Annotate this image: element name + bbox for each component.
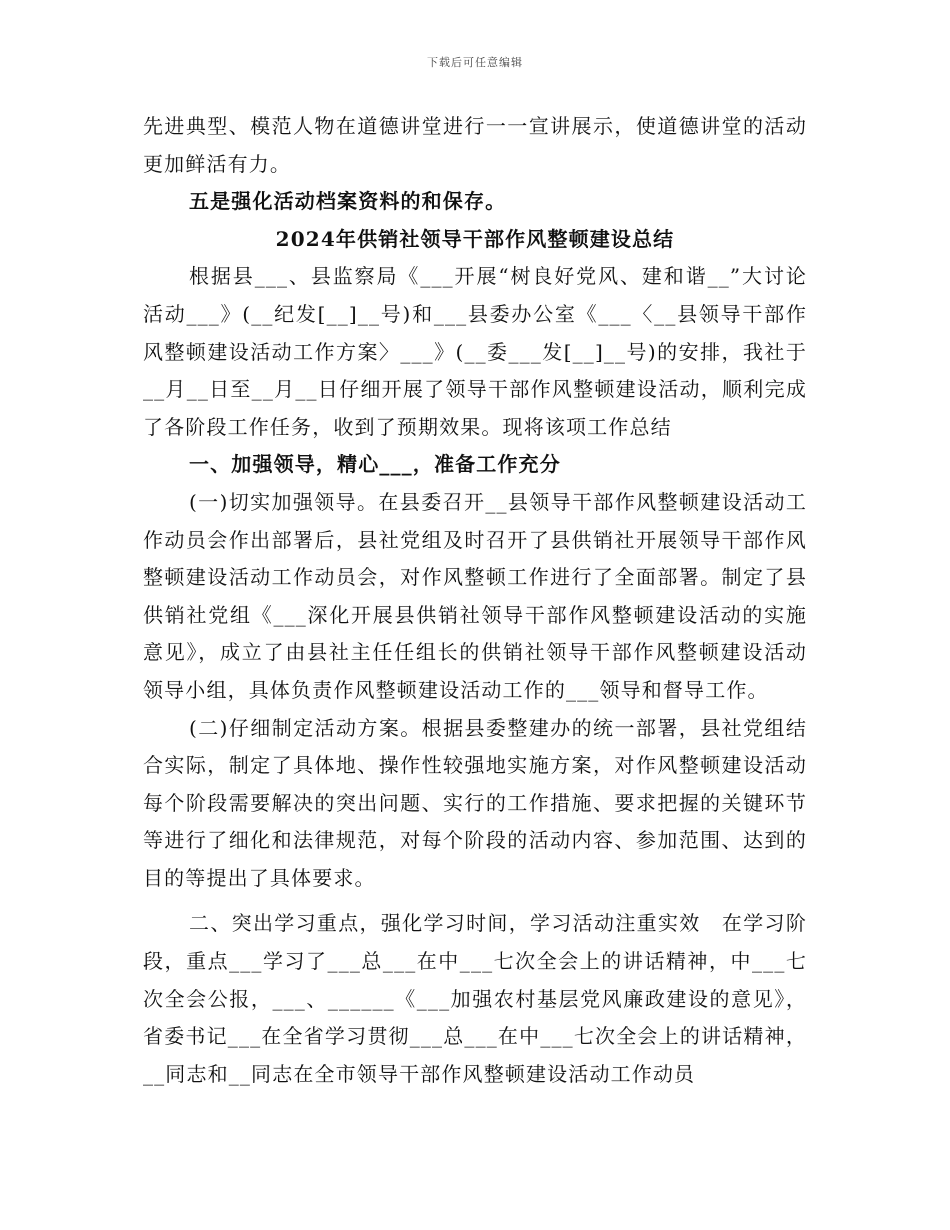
section-heading-one: 一、加强领导，精心___，准备工作充分 (189, 452, 561, 477)
document-title: 2024年供销社领导干部作风整顿建设总结 (275, 226, 675, 251)
paragraph-intro: 根据县___、县监察局《___开展“树良好党风、建和谐__”大讨论活动___》(__纪发[__]__号)和___县委办公室《___〈__县领导干部作风整顿建设活动工作方案〉___》(__委___发[__]__号)的安排，我社于__月__日至__月__日仔细开展了领导干部作风整顿建设活动，顺利完成了各阶段工作任务，收到了预期效果。现将该项工作总结 (143, 264, 807, 439)
paragraph-continuation: 先进典型、模范人物在道德讲堂进行一一宣讲展示，使道德讲堂的活动更加鲜活有力。 (143, 114, 807, 176)
paragraph-section-two: 二、突出学习重点，强化学习时间，学习活动注重实效 在学习阶段，重点___学习了___总___在中___七次全会上的讲话精神，中___七次全会公报，___、______《___加强农村基层党风廉政建设的意见》，省委书记___在全省学习贯彻___总___在中___七次全会上的讲话精神，__同志和__同志在全市领导干部作风整顿建设活动工作动员 (143, 911, 807, 1086)
header-note: 下载后可任意编辑 (427, 56, 523, 69)
paragraph-point-five: 五是强化活动档案资料的和保存。 (189, 189, 507, 214)
paragraph-subsection-one: (一)切实加强领导。在县委召开__县领导干部作风整顿建设活动工作动员会作出部署后，县社党组及时召开了县供销社开展领导干部作风整顿建设活动工作动员会，对作风整顿工作进行了全面部署。制定了县供销社党组《___深化开展县供销社领导干部作风整顿建设活动的实施意见》，成立了由县社主任任组长的供销社领导干部作风整顿建设活动领导小组，具体负责作风整顿建设活动工作的___领导和督导工作。 (143, 489, 807, 702)
document-body (143, 108, 807, 1093)
paragraph-subsection-two: (二)仔细制定活动方案。根据县委整建办的统一部署，县社党组结合实际，制定了具体地、操作性较强地实施方案，对作风整顿建设活动每个阶段需要解决的突出问题、实行的工作措施、要求把握的关键环节等进行了细化和法律规范，对每个阶段的活动内容、参加范围、达到的目的等提出了具体要求。 (143, 715, 807, 890)
